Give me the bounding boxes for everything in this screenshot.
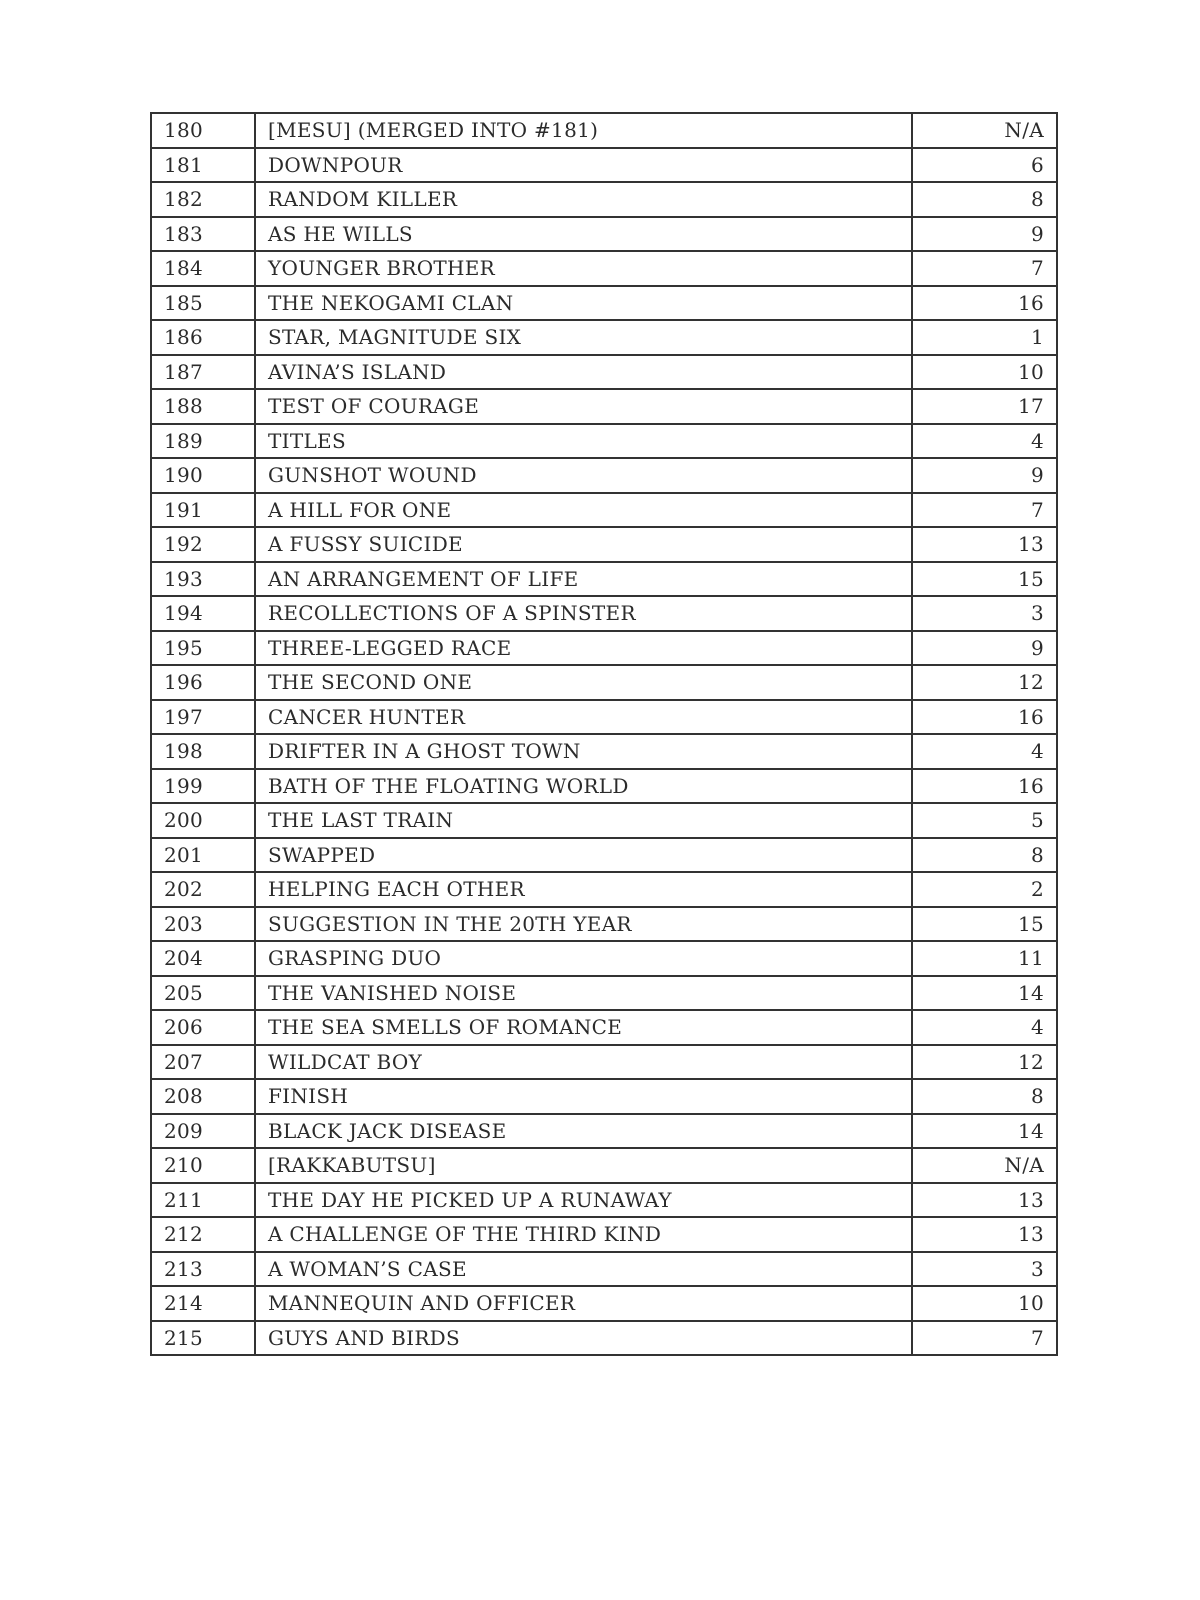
table-row (151, 596, 1057, 631)
page-count-cell: 5 (912, 803, 1057, 838)
table-row (151, 907, 1057, 942)
episode-title-cell: THE SEA SMELLS OF ROMANCE (255, 1010, 912, 1045)
episode-title-cell: GUYS AND BIRDS (255, 1321, 912, 1356)
episode-number-cell: 201 (151, 838, 255, 873)
episode-title-cell: BLACK JACK DISEASE (255, 1114, 912, 1149)
table-row (151, 113, 1057, 148)
table-row (151, 803, 1057, 838)
episode-number-cell: 209 (151, 1114, 255, 1149)
page-count-cell: 8 (912, 1079, 1057, 1114)
episode-number-cell: 185 (151, 286, 255, 321)
table-row (151, 182, 1057, 217)
episode-number-cell: 196 (151, 665, 255, 700)
page-count-cell: 15 (912, 907, 1057, 942)
page-count-cell: 16 (912, 769, 1057, 804)
table-row (151, 424, 1057, 459)
page-count-cell: 7 (912, 1321, 1057, 1356)
table-row (151, 1252, 1057, 1287)
episode-title-cell: AS HE WILLS (255, 217, 912, 252)
page-count-cell: 11 (912, 941, 1057, 976)
episode-title-cell: A HILL FOR ONE (255, 493, 912, 528)
table-row (151, 769, 1057, 804)
episode-number-cell: 193 (151, 562, 255, 597)
page-count-cell: 13 (912, 1217, 1057, 1252)
page-count-cell: 8 (912, 838, 1057, 873)
episode-number-cell: 200 (151, 803, 255, 838)
episode-number-cell: 188 (151, 389, 255, 424)
episode-title-cell: DRIFTER IN A GHOST TOWN (255, 734, 912, 769)
episode-number-cell: 182 (151, 182, 255, 217)
page-count-cell: 9 (912, 631, 1057, 666)
page-count-cell: 14 (912, 1114, 1057, 1149)
page-count-cell: 10 (912, 1286, 1057, 1321)
episode-number-cell: 181 (151, 148, 255, 183)
episode-number-cell: 199 (151, 769, 255, 804)
page-count-cell: 7 (912, 493, 1057, 528)
table-row (151, 527, 1057, 562)
episode-title-cell: RECOLLECTIONS OF A SPINSTER (255, 596, 912, 631)
page-count-cell: 2 (912, 872, 1057, 907)
episode-title-cell: STAR, MAGNITUDE SIX (255, 320, 912, 355)
episode-number-cell: 202 (151, 872, 255, 907)
page-count-cell: 13 (912, 1183, 1057, 1218)
table-row (151, 1217, 1057, 1252)
episode-title-cell: A FUSSY SUICIDE (255, 527, 912, 562)
episode-number-cell: 204 (151, 941, 255, 976)
episode-list-table (150, 112, 1058, 1356)
table-row (151, 320, 1057, 355)
episode-title-cell: GRASPING DUO (255, 941, 912, 976)
table-row (151, 148, 1057, 183)
table-row (151, 251, 1057, 286)
episode-title-cell: SUGGESTION IN THE 20TH YEAR (255, 907, 912, 942)
table-row (151, 1321, 1057, 1356)
episode-number-cell: 212 (151, 1217, 255, 1252)
table-row (151, 700, 1057, 735)
episode-title-cell: AVINA’S ISLAND (255, 355, 912, 390)
episode-table-body (151, 113, 1057, 1355)
table-row (151, 355, 1057, 390)
page-count-cell: 3 (912, 1252, 1057, 1287)
episode-list-table-wrapper (150, 112, 1056, 1356)
episode-title-cell: THE SECOND ONE (255, 665, 912, 700)
episode-number-cell: 197 (151, 700, 255, 735)
episode-number-cell: 191 (151, 493, 255, 528)
episode-title-cell: GUNSHOT WOUND (255, 458, 912, 493)
episode-title-cell: TITLES (255, 424, 912, 459)
table-row (151, 631, 1057, 666)
table-row (151, 872, 1057, 907)
table-row (151, 217, 1057, 252)
page-count-cell: 12 (912, 1045, 1057, 1080)
table-row (151, 838, 1057, 873)
page-count-cell: 15 (912, 562, 1057, 597)
page-count-cell: 4 (912, 424, 1057, 459)
page-count-cell: 1 (912, 320, 1057, 355)
table-row (151, 1114, 1057, 1149)
episode-title-cell: THE VANISHED NOISE (255, 976, 912, 1011)
table-row (151, 1010, 1057, 1045)
episode-title-cell: THREE-LEGGED RACE (255, 631, 912, 666)
episode-number-cell: 180 (151, 113, 255, 148)
episode-number-cell: 190 (151, 458, 255, 493)
episode-number-cell: 214 (151, 1286, 255, 1321)
episode-title-cell: DOWNPOUR (255, 148, 912, 183)
episode-number-cell: 206 (151, 1010, 255, 1045)
episode-number-cell: 203 (151, 907, 255, 942)
episode-title-cell: [RAKKABUTSU] (255, 1148, 912, 1183)
episode-number-cell: 183 (151, 217, 255, 252)
episode-title-cell: HELPING EACH OTHER (255, 872, 912, 907)
table-row (151, 1079, 1057, 1114)
episode-title-cell: AN ARRANGEMENT OF LIFE (255, 562, 912, 597)
episode-title-cell: [MESU] (MERGED INTO #181) (255, 113, 912, 148)
table-row (151, 734, 1057, 769)
page-count-cell: N/A (912, 1148, 1057, 1183)
page-count-cell: 13 (912, 527, 1057, 562)
episode-number-cell: 195 (151, 631, 255, 666)
page-count-cell: 7 (912, 251, 1057, 286)
episode-title-cell: YOUNGER BROTHER (255, 251, 912, 286)
table-row (151, 562, 1057, 597)
episode-title-cell: WILDCAT BOY (255, 1045, 912, 1080)
episode-number-cell: 205 (151, 976, 255, 1011)
table-row (151, 1183, 1057, 1218)
table-row (151, 458, 1057, 493)
table-row (151, 941, 1057, 976)
page-count-cell: N/A (912, 113, 1057, 148)
page-count-cell: 6 (912, 148, 1057, 183)
table-row (151, 1148, 1057, 1183)
episode-number-cell: 194 (151, 596, 255, 631)
table-row (151, 1045, 1057, 1080)
page-count-cell: 3 (912, 596, 1057, 631)
episode-title-cell: BATH OF THE FLOATING WORLD (255, 769, 912, 804)
page-count-cell: 9 (912, 458, 1057, 493)
episode-title-cell: A WOMAN’S CASE (255, 1252, 912, 1287)
table-row (151, 286, 1057, 321)
page-count-cell: 10 (912, 355, 1057, 390)
episode-number-cell: 192 (151, 527, 255, 562)
episode-title-cell: THE LAST TRAIN (255, 803, 912, 838)
page-count-cell: 9 (912, 217, 1057, 252)
episode-number-cell: 211 (151, 1183, 255, 1218)
episode-number-cell: 186 (151, 320, 255, 355)
episode-title-cell: THE NEKOGAMI CLAN (255, 286, 912, 321)
episode-number-cell: 207 (151, 1045, 255, 1080)
episode-title-cell: A CHALLENGE OF THE THIRD KIND (255, 1217, 912, 1252)
episode-number-cell: 215 (151, 1321, 255, 1356)
episode-title-cell: THE DAY HE PICKED UP A RUNAWAY (255, 1183, 912, 1218)
page-count-cell: 14 (912, 976, 1057, 1011)
page-count-cell: 16 (912, 286, 1057, 321)
episode-title-cell: SWAPPED (255, 838, 912, 873)
episode-number-cell: 198 (151, 734, 255, 769)
page-count-cell: 12 (912, 665, 1057, 700)
episode-number-cell: 210 (151, 1148, 255, 1183)
episode-title-cell: TEST OF COURAGE (255, 389, 912, 424)
episode-number-cell: 184 (151, 251, 255, 286)
episode-number-cell: 213 (151, 1252, 255, 1287)
episode-title-cell: RANDOM KILLER (255, 182, 912, 217)
table-row (151, 1286, 1057, 1321)
table-row (151, 389, 1057, 424)
page-count-cell: 8 (912, 182, 1057, 217)
episode-title-cell: CANCER HUNTER (255, 700, 912, 735)
episode-number-cell: 187 (151, 355, 255, 390)
page-count-cell: 16 (912, 700, 1057, 735)
table-row (151, 976, 1057, 1011)
episode-number-cell: 208 (151, 1079, 255, 1114)
episode-number-cell: 189 (151, 424, 255, 459)
page-count-cell: 4 (912, 1010, 1057, 1045)
page-count-cell: 17 (912, 389, 1057, 424)
episode-title-cell: MANNEQUIN AND OFFICER (255, 1286, 912, 1321)
table-row (151, 665, 1057, 700)
page-count-cell: 4 (912, 734, 1057, 769)
episode-title-cell: FINISH (255, 1079, 912, 1114)
table-row (151, 493, 1057, 528)
